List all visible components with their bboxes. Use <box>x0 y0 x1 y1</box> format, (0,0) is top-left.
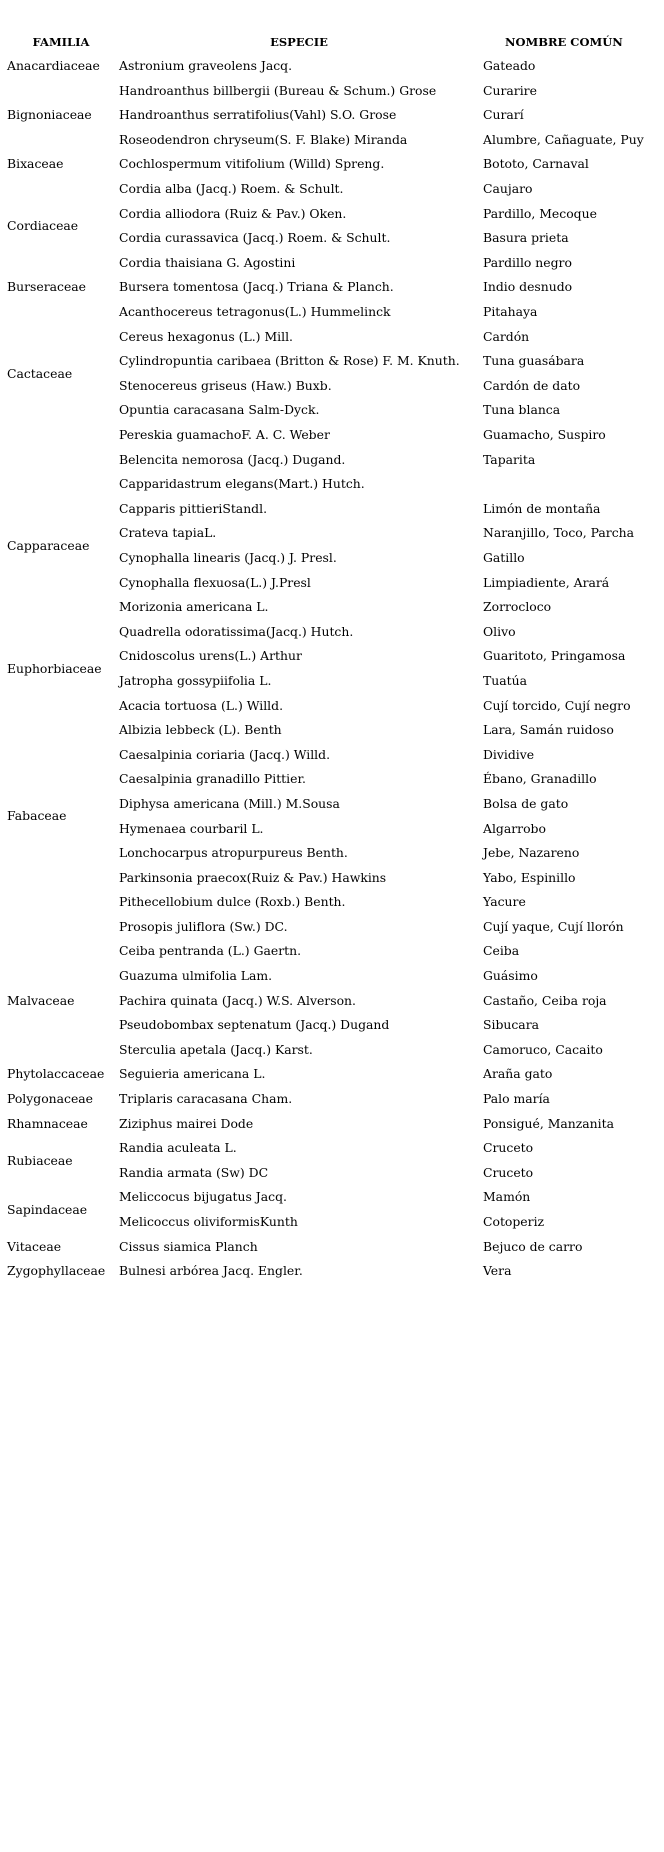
common-name-cell: Tuna blanca <box>483 402 561 418</box>
common-name-cell: Sibucara <box>483 1017 539 1033</box>
species-cell: Pseudobombax septenatum (Jacq.) Dugand <box>119 1017 390 1033</box>
common-name-cell: Guaritoto, Pringamosa <box>483 648 626 664</box>
species-cell: Cynophalla flexuosa(L.) J.Presl <box>119 574 311 590</box>
species-cell: Ziziphus mairei Dode <box>119 1115 254 1131</box>
common-name-cell <box>481 472 655 497</box>
species-cell: Parkinsonia praecox(Ruiz & Pav.) Hawkins <box>119 869 387 885</box>
species-cell: Capparis pittieriStandl. <box>119 500 268 516</box>
common-name-cell: Caujaro <box>483 181 533 197</box>
species-cell: Belencita nemorosa (Jacq.) Dugand. <box>119 451 346 467</box>
common-name-cell: Cruceto <box>483 1140 534 1156</box>
common-name-cell: Gatillo <box>483 549 525 565</box>
common-name-cell: Pardillo, Mecoque <box>483 205 597 221</box>
family-cell: Euphorbiaceae <box>7 660 102 676</box>
species-cell: Randia aculeata L. <box>119 1140 237 1156</box>
species-table <box>5 30 655 1284</box>
table-row <box>5 693 655 718</box>
header-nombre-comun: NOMBRE COMÚN <box>505 35 623 49</box>
species-cell: Stenocereus griseus (Haw.) Buxb. <box>119 377 332 393</box>
header-especie: ESPECIE <box>270 35 328 49</box>
family-cell: Polygonaceae <box>7 1091 94 1107</box>
common-name-cell: Limpiadiente, Arará <box>483 574 610 590</box>
species-cell: Cordia curassavica (Jacq.) Roem. & Schult. <box>119 230 391 246</box>
common-name-cell: Jebe, Nazareno <box>483 845 580 861</box>
species-cell: Meliccocus bijugatus Jacq. <box>119 1189 287 1205</box>
common-name-cell: Lara, Samán ruidoso <box>483 722 614 738</box>
species-cell: Caesalpinia coriaria (Jacq.) Willd. <box>119 746 331 762</box>
common-name-cell: Ébano, Granadillo <box>483 771 597 787</box>
common-name-cell: Araña gato <box>483 1066 553 1082</box>
common-name-cell: Cují yaque, Cují llorón <box>483 918 624 934</box>
common-name-cell: Olivo <box>483 623 516 639</box>
family-cell: Malvaceae <box>7 992 75 1008</box>
common-name-cell: Dividive <box>483 746 535 762</box>
common-name-cell: Curarire <box>483 82 537 98</box>
common-name-cell: Bototo, Carnaval <box>483 156 589 172</box>
species-cell: Handroanthus billbergii (Bureau & Schum.) Grose <box>119 82 437 98</box>
common-name-cell: Algarrobo <box>483 820 546 836</box>
species-cell: Opuntia caracasana Salm-Dyck. <box>119 402 320 418</box>
common-name-cell: Yabo, Espinillo <box>483 869 576 885</box>
common-name-cell: Indio desnudo <box>483 279 573 295</box>
species-cell: Roseodendron chryseum(S. F. Blake) Miranda <box>119 131 408 147</box>
species-cell: Ceiba pentranda (L.) Gaertn. <box>119 943 302 959</box>
species-cell: Lonchocarpus atropurpureus Benth. <box>119 845 348 861</box>
table-row <box>5 1136 655 1161</box>
common-name-cell: Cardón de dato <box>483 377 581 393</box>
common-name-cell: Alumbre, Cañaguate, Puy <box>483 131 644 147</box>
species-cell: Melicoccus oliviformisKunth <box>119 1214 298 1229</box>
family-cell: Rubiaceae <box>7 1152 73 1168</box>
species-cell: Acanthocereus tetragonus(L.) Hummelinck <box>119 304 391 320</box>
common-name-cell: Camoruco, Cacaito <box>483 1041 603 1057</box>
table-row <box>5 448 655 473</box>
table-row <box>5 1112 655 1137</box>
family-cell: Bignoniaceae <box>7 107 92 123</box>
species-cell: Bulnesi arbórea Jacq. Engler. <box>119 1263 303 1279</box>
family-cell: Phytolaccaceae <box>7 1066 105 1082</box>
species-cell: Pithecellobium dulce (Roxb.) Benth. <box>119 894 346 910</box>
family-cell: Rhamnaceae <box>7 1115 88 1131</box>
species-cell: Quadrella odoratissima(Jacq.) Hutch. <box>119 623 354 639</box>
family-cell: Burseraceae <box>7 279 87 295</box>
family-cell: Anacardiaceae <box>7 58 100 74</box>
species-cell: Pereskia guamachoF. A. C. Weber <box>119 427 330 442</box>
species-cell: Handroanthus serratifolius(Vahl) S.O. Grose <box>119 107 397 123</box>
species-cell: Capparidastrum elegans(Mart.) Hutch. <box>119 476 365 492</box>
table-header <box>5 30 655 54</box>
species-cell: Caesalpinia granadillo Pittier. <box>119 771 306 787</box>
table-row <box>5 152 655 177</box>
species-cell: Seguieria americana L. <box>119 1066 266 1082</box>
species-cell: Cynophalla linearis (Jacq.) J. Presl. <box>119 549 337 565</box>
table-row <box>5 1062 655 1087</box>
table-row <box>5 177 655 202</box>
common-name-cell: Cardón <box>483 328 530 344</box>
table-row <box>5 1259 655 1284</box>
common-name-cell: Cruceto <box>483 1164 534 1180</box>
table-row <box>5 54 655 79</box>
species-cell: Randia armata (Sw) DC <box>119 1164 269 1180</box>
common-name-cell: Guamacho, Suspiro <box>483 427 606 442</box>
species-cell: Cochlospermum vitifolium (Willd) Spreng. <box>119 156 385 172</box>
species-cell: Morizonia americana L. <box>119 599 269 615</box>
common-name-cell: Bolsa de gato <box>483 795 569 811</box>
common-name-cell: Ceiba <box>483 943 520 959</box>
table-row <box>5 300 655 325</box>
common-name-cell: Guásimo <box>483 968 538 984</box>
common-name-cell: Curarí <box>483 107 524 123</box>
species-cell: Guazuma ulmifolia Lam. <box>119 968 273 984</box>
species-cell: Cylindropuntia caribaea (Britton & Rose) F. M. Knuth. <box>119 353 460 369</box>
common-name-cell: Palo maría <box>483 1091 550 1107</box>
species-cell: Cissus siamica Planch <box>119 1238 258 1254</box>
common-name-cell: Yacure <box>483 894 526 910</box>
common-name-cell: Naranjillo, Toco, Parcha <box>483 525 635 541</box>
family-cell: Sapindaceae <box>7 1201 88 1217</box>
species-cell: Prosopis juliflora (Sw.) DC. <box>119 918 288 934</box>
species-cell: Albizia lebbeck (L). Benth <box>119 722 282 738</box>
species-cell: Sterculia apetala (Jacq.) Karst. <box>119 1041 313 1057</box>
family-cell: Cordiaceae <box>7 217 79 233</box>
common-name-cell: Pitahaya <box>483 304 538 320</box>
common-name-cell: Cují torcido, Cují negro <box>483 697 631 713</box>
table-row <box>5 939 655 964</box>
common-name-cell: Bejuco de carro <box>483 1238 583 1254</box>
common-name-cell: Zorrocloco <box>483 599 552 615</box>
species-cell: Acacia tortuosa (L.) Willd. <box>119 697 284 713</box>
table-row <box>5 1235 655 1260</box>
header-row <box>5 30 655 54</box>
species-cell: Pachira quinata (Jacq.) W.S. Alverson. <box>119 992 356 1008</box>
table-row <box>5 1087 655 1112</box>
table-row <box>5 275 655 300</box>
species-cell: Cereus hexagonus (L.) Mill. <box>119 328 293 344</box>
header-familia: FAMILIA <box>32 35 90 49</box>
species-cell: Jatropha gossypiifolia L. <box>119 672 272 688</box>
common-name-cell: Mamón <box>483 1189 531 1205</box>
family-cell: Zygophyllaceae <box>7 1263 106 1279</box>
common-name-cell: Vera <box>483 1263 512 1279</box>
family-cell: Bixaceae <box>7 156 64 172</box>
family-cell: Vitaceae <box>7 1238 62 1254</box>
table-row <box>5 1185 655 1210</box>
species-cell: Cordia alliodora (Ruiz & Pav.) Oken. <box>119 205 347 221</box>
common-name-cell: Castaño, Ceiba roja <box>483 992 607 1008</box>
species-cell: Cordia thaisiana G. Agostini <box>119 254 296 270</box>
table-body <box>5 54 655 1284</box>
common-name-cell: Taparita <box>483 451 536 467</box>
species-cell: Cordia alba (Jacq.) Roem. & Schult. <box>119 181 344 197</box>
species-cell: Cnidoscolus urens(L.) Arthur <box>119 648 302 664</box>
common-name-cell: Gateado <box>483 58 536 74</box>
common-name-cell: Tuatúa <box>483 672 527 688</box>
common-name-cell: Tuna guasábara <box>483 353 585 369</box>
common-name-cell: Basura prieta <box>483 230 569 246</box>
table-row <box>5 79 655 104</box>
species-document <box>5 30 655 1284</box>
common-name-cell: Limón de montaña <box>483 500 601 516</box>
species-cell: Crateva tapiaL. <box>119 525 217 541</box>
family-cell: Capparaceae <box>7 537 90 553</box>
species-cell: Astronium graveolens Jacq. <box>119 58 293 74</box>
species-cell: Diphysa americana (Mill.) M.Sousa <box>119 795 340 811</box>
species-cell: Bursera tomentosa (Jacq.) Triana & Planch. <box>119 279 394 295</box>
table-row <box>5 644 655 669</box>
common-name-cell: Pardillo negro <box>483 254 572 270</box>
common-name-cell: Cotoperiz <box>483 1214 545 1229</box>
family-cell: Fabaceae <box>7 808 67 824</box>
species-cell: Hymenaea courbaril L. <box>119 820 264 836</box>
species-cell: Triplaris caracasana Cham. <box>119 1091 293 1107</box>
common-name-cell: Ponsigué, Manzanita <box>483 1115 614 1131</box>
family-cell: Cactaceae <box>7 365 73 381</box>
